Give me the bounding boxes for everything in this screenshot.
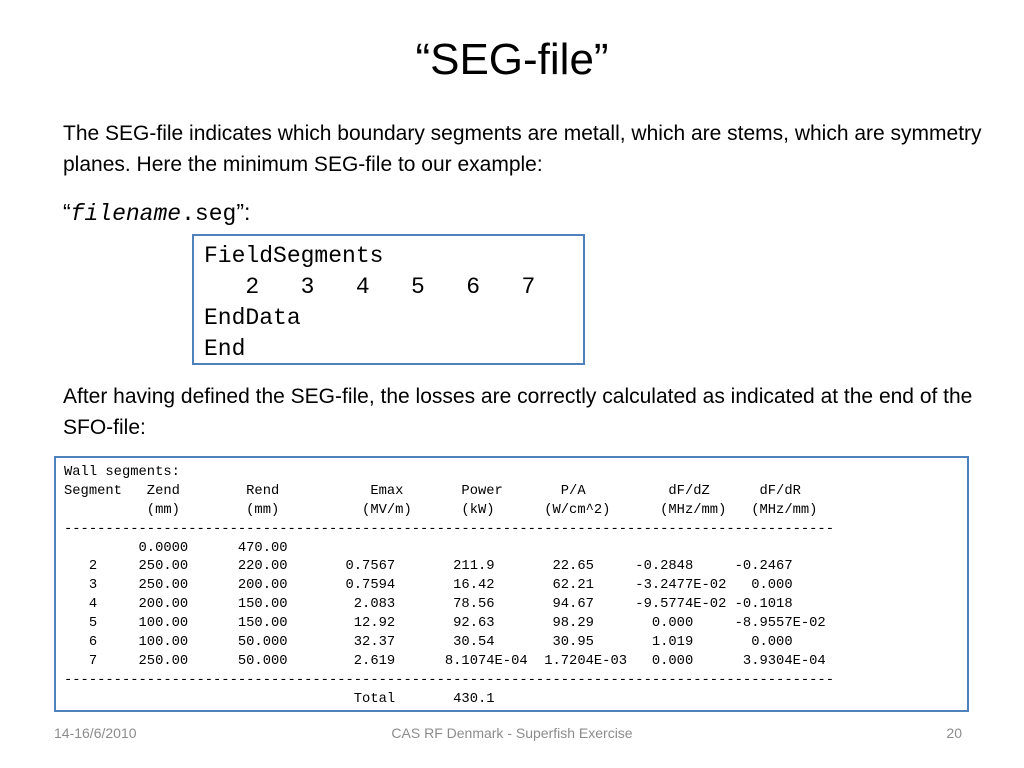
after-paragraph: After having defined the SEG-file, the losses are correctly calculated as indicated at the end of the SFO-file: — [63, 385, 973, 439]
seg-file-line: End — [204, 336, 246, 362]
sfo-divider: --------------------------------------------------------------------------------------------- — [64, 672, 834, 688]
sfo-column-headers: Segment Zend Rend Emax Power P/A dF/dZ dF/dR — [64, 483, 801, 499]
seg-file-line: 2 3 4 5 6 7 — [204, 274, 536, 300]
sfo-table-row: 7 250.00 50.000 2.619 8.1074E-04 1.7204E-03 0.000 3.9304E-04 — [64, 653, 826, 669]
footer-date: 14-16/6/2010 — [54, 725, 137, 741]
footer-page-number: 20 — [946, 725, 962, 741]
sfo-total-row: Total 430.1 — [64, 691, 495, 707]
intro-paragraph: The SEG-file indicates which boundary segments are metall, which are stems, which are symmetry planes. Here the minimum SEG-file to our example: — [63, 122, 982, 176]
sfo-output-box — [54, 456, 969, 712]
sfo-table-row: 5 100.00 150.00 12.92 92.63 98.29 0.000 -8.9557E-02 — [64, 616, 826, 632]
filename-close-quote: ”: — [236, 199, 251, 225]
filename-text: filename — [70, 201, 182, 227]
sfo-table-row: 2 250.00 220.00 0.7567 211.9 22.65 -0.2848 -0.2467 — [64, 559, 793, 575]
sfo-header-line: Wall segments: — [64, 465, 180, 480]
sfo-table-row: 4 200.00 150.00 2.083 78.56 94.67 -9.5774E-02 -0.1018 — [64, 597, 793, 613]
sfo-table-row: 0.0000 470.00 — [64, 540, 288, 556]
seg-file-line: FieldSegments — [204, 243, 384, 269]
footer-title: CAS RF Denmark - Superfish Exercise — [391, 725, 633, 741]
sfo-divider: --------------------------------------------------------------------------------------------- — [64, 521, 834, 537]
filename-open-quote: “ — [63, 199, 71, 225]
sfo-table-row: 3 250.00 200.00 0.7594 16.42 62.21 -3.2477E-02 0.000 — [64, 578, 793, 594]
filename-extension: .seg — [181, 201, 237, 227]
sfo-table-row: 6 100.00 50.000 32.37 30.54 30.95 1.019 0.000 — [64, 635, 793, 651]
seg-file-line: EndData — [204, 305, 301, 331]
seg-file-code-box — [192, 234, 585, 365]
sfo-column-units: (mm) (mm) (MV/m) (kW) (W/cm^2) (MHz/mm) (MHz/mm) — [64, 502, 818, 518]
seg-filename-label — [63, 196, 250, 230]
slide-title: “SEG-file” — [415, 35, 609, 84]
